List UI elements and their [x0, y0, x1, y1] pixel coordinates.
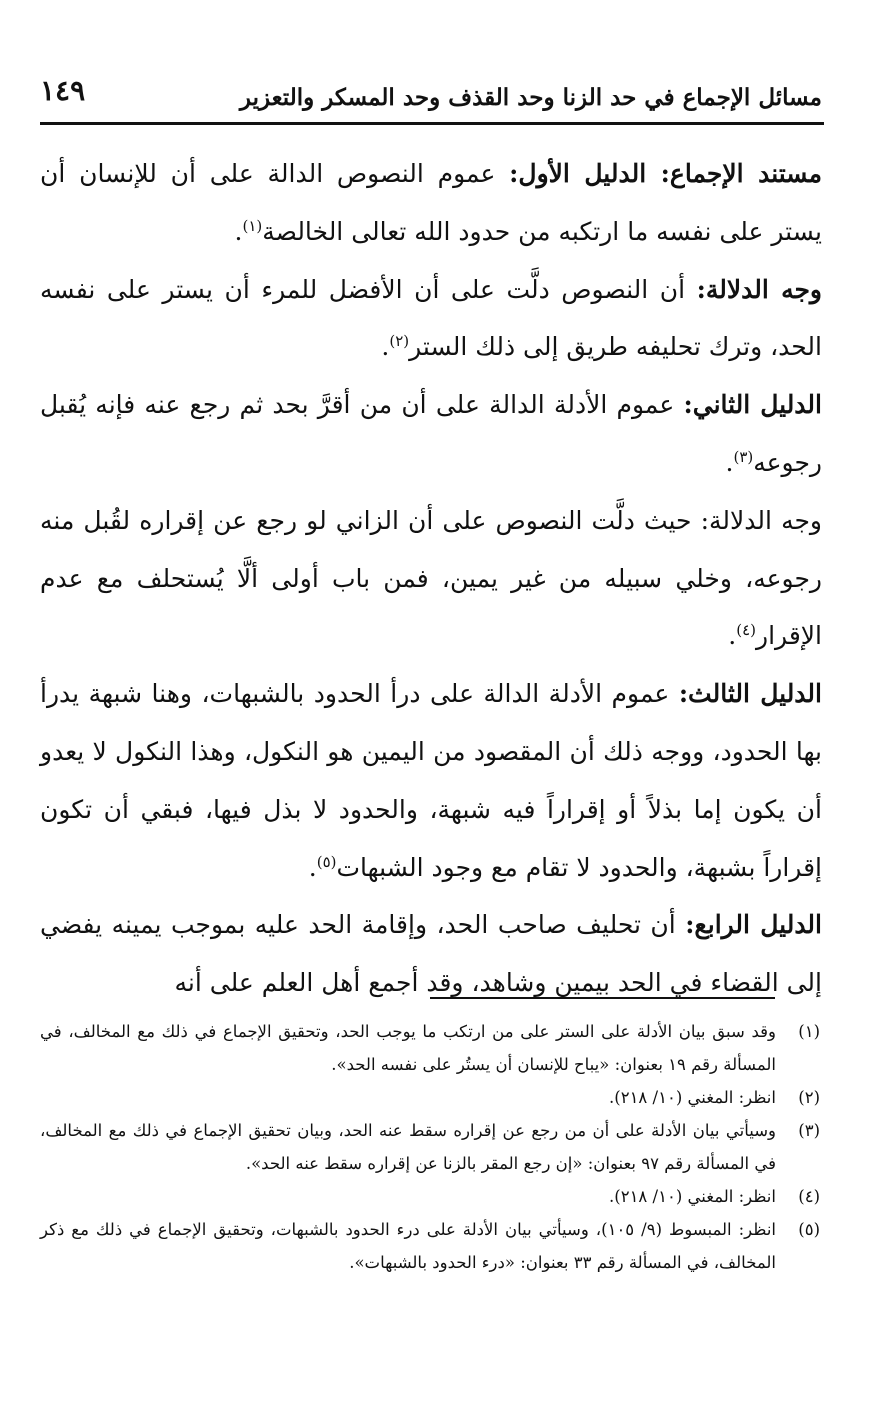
- paragraph-text: وجه الدلالة: حيث دلَّت النصوص على أن الزاني لو رجع عن إقراره لقُبل منه رجوعه، وخلي سبيله من غير يمين، فمن باب أولى ألَّا يُستحلف مع عدم الإقرار: [40, 505, 822, 651]
- paragraph-end: .: [234, 216, 243, 246]
- paragraph-text: عموم الأدلة الدالة على درأ الحدود بالشبهات، وهنا شبهة يدرأ بها الحدود، ووجه ذلك أن المقصود من اليمين هو النكول، وهذا النكول لا يعدو أن يكون إما بذلاً أو إقراراً فيه شبهة، والحدود لا بذل فيها، فبقي أن تكون إقراراً بشبهة، والحدود لا تقام مع وجود الشبهات: [40, 679, 822, 882]
- paragraph-heading: الدليل الرابع:: [685, 910, 822, 940]
- paragraph-heading: الدليل الثالث:: [678, 679, 822, 709]
- running-title: مسائل الإجماع في حد الزنا وحد القذف وحد المسكر والتعزير: [239, 84, 822, 111]
- footnotes: [40, 1015, 820, 1279]
- paragraph-evidence-3: [40, 665, 822, 896]
- paragraph-heading: وجه الدلالة:: [696, 274, 823, 304]
- paragraph-text: أن تحليف صاحب الحد، وإقامة الحد عليه بموجب يمينه يفضي إلى القضاء في الحد بيمين وشاهد، وقد أجمع أهل العلم على أنه: [40, 910, 822, 998]
- paragraph-text: عموم الأدلة الدالة على أن من أقرَّ بحد ثم رجع عنه فإنه يُقبل رجوعه: [40, 390, 822, 477]
- footnote-reference: (١): [242, 216, 263, 235]
- footnote-text: انظر: المغني (١٠/ ٢١٨).: [609, 1088, 776, 1107]
- footnote-marker: (٢): [798, 1088, 820, 1107]
- paragraph-inference-1: [40, 261, 822, 377]
- footnote-reference: (٥): [316, 852, 337, 871]
- footnote-reference: (٢): [389, 332, 410, 351]
- footnote-item: [40, 1081, 820, 1114]
- footnote-item: [40, 1180, 820, 1213]
- footnote-item: [40, 1015, 820, 1081]
- footnote-item: [40, 1114, 820, 1180]
- footnote-text: انظر: المبسوط (٩/ ١٠٥)، وسيأتي بيان الأدلة على درء الحدود بالشبهات، وتحقيق الإجماع في ذلك مع ذكر المخالف، في المسألة رقم ٣٣ بعنوان: «درء الحدود بالشبهات».: [40, 1220, 777, 1272]
- footnote-text: انظر: المغني (١٠/ ٢١٨).: [609, 1187, 776, 1206]
- main-text: [40, 145, 822, 1012]
- paragraph-consensus-basis: [40, 145, 822, 261]
- paragraph-end: .: [308, 852, 317, 882]
- footnote-marker: (٣): [798, 1121, 820, 1140]
- paragraph-heading: الدليل الثاني:: [683, 390, 822, 420]
- footnote-text: وسيأتي بيان الأدلة على أن من رجع عن إقراره سقط عنه الحد، وبيان تحقيق الإجماع في ذلك مع المخالف، في المسألة رقم ٩٧ بعنوان: «إن رجع المقر بالزنا عن إقراره سقط عنه الحد».: [40, 1121, 776, 1173]
- paragraph-heading: مستند الإجماع: الدليل الأول:: [509, 159, 822, 188]
- paragraph-evidence-4: [40, 896, 822, 1012]
- footnote-separator: [430, 997, 775, 999]
- paragraph-text: عموم النصوص الدالة على أن للإنسان أن يستر على نفسه ما ارتكبه من حدود الله تعالى الخالصة: [40, 159, 822, 246]
- header-rule: [40, 122, 824, 125]
- footnote-reference: (٤): [736, 621, 757, 640]
- footnote-text: وقد سبق بيان الأدلة على الستر على من ارتكب ما يوجب الحد، وتحقيق الإجماع في ذلك مع المخالف، في المسألة رقم ١٩ بعنوان: «يباح للإنسان أن يستُر على نفسه الحد».: [40, 1022, 776, 1074]
- footnote-marker: (٥): [798, 1220, 820, 1239]
- paragraph-text: أن النصوص دلَّت على أن الأفضل للمرء أن يستر على نفسه الحد، وترك تحليفه طريق إلى ذلك الستر: [40, 274, 822, 362]
- paragraph-end: .: [381, 332, 390, 362]
- paragraph-end: .: [728, 621, 737, 651]
- page-header: [40, 62, 822, 120]
- footnote-marker: (١): [798, 1022, 820, 1041]
- paragraph-inference-2: [40, 492, 822, 665]
- paragraph-end: .: [725, 447, 734, 477]
- footnote-reference: (٣): [733, 447, 754, 466]
- footnote-marker: (٤): [798, 1187, 820, 1206]
- paragraph-evidence-2: [40, 376, 822, 492]
- footnote-item: [40, 1213, 820, 1279]
- page-number: ١٤٩: [40, 74, 86, 107]
